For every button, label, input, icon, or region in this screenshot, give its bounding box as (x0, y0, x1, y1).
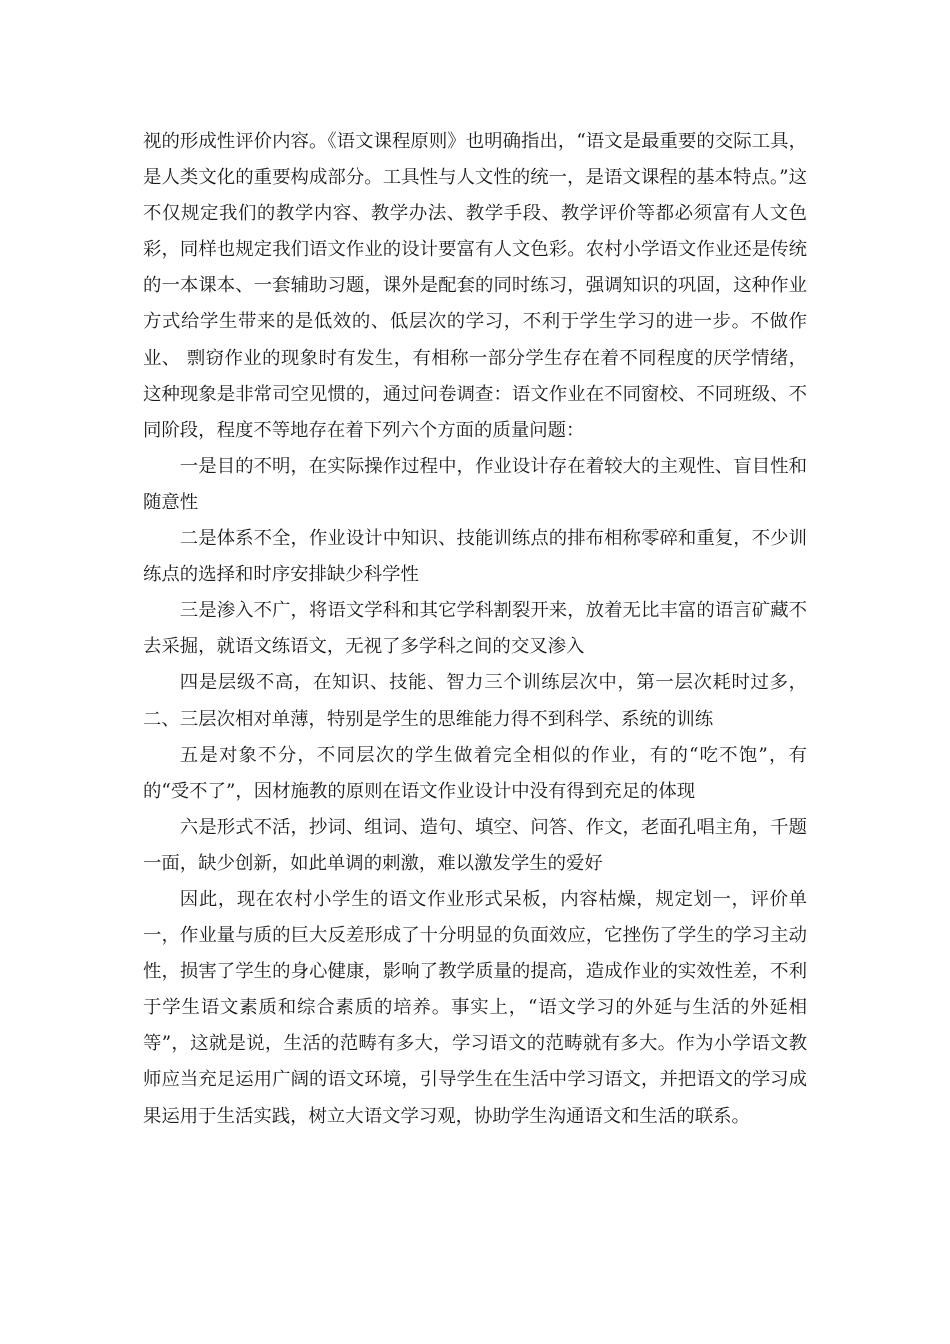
paragraph-intro: 视的形成性评价内容。《语文课程原则》也明确指出，“语文是最重要的交际工具，是人类文化的重要构成部分。工具性与人文性的统一，是语文课程的基本特点。”这不仅规定我们的教学内容、教学办法、教学手段、教学评价等都必须富有人文色彩，同样也规定我们语文作业的设计要富有人文色彩。农村小学语文作业还是传统的一本课本、一套辅助习题，课外是配套的同时练习，强调知识的巩固，这种作业方式给学生带来的是低效的、低层次的学习，不利于学生学习的进一步。不做作业、 剽窃作业的现象时有发生，有相称一部分学生存在着不同程度的厌学情绪，这种现象是非常司空见惯的，通过问卷调查：语文作业在不同窗校、不同班级、不同阶段，程度不等地存在着下列六个方面的质量问题： (143, 131, 807, 441)
paragraph-problem-5: 五是对象不分，不同层次的学生做着完全相似的作业，有的“吃不饱”，有的“受不了”，因材施教的原则在语文作业设计中没有得到充足的体现 (143, 744, 807, 802)
paragraph-conclusion: 因此，现在农村小学生的语文作业形式呆板，内容枯燥，规定划一，评价单一，作业量与质的巨大反差形成了十分明显的负面效应，它挫伤了学生的学习主动性，损害了学生的身心健康，影响了教学质量的提高，造成作业的实效性差，不利于学生语文素质和综合素质的培养。事实上，“语文学习的外延与生活的外延相等”，这就是说，生活的范畴有多大，学习语文的范畴就有多大。作为小学语文教师应当充足运用广阔的语文环境，引导学生在生活中学习语文，并把语文的学习成果运用于生活实践，树立大语文学习观，协助学生沟通语文和生活的联系。 (143, 888, 807, 1127)
paragraph-problem-3: 三是渗入不广，将语文学科和其它学科割裂开来，放着无比丰富的语言矿藏不去采掘，就语文练语文，无视了多学科之间的交叉渗入 (143, 600, 807, 658)
paragraph-problem-6: 六是形式不活，抄词、组词、造句、填空、问答、作文，老面孔唱主角，千题一面，缺少创新，如此单调的刺激，难以激发学生的爱好 (143, 816, 807, 874)
paragraph-problem-2: 二是体系不全，作业设计中知识、技能训练点的排布相称零碎和重复，不少训练点的选择和时序安排缺少科学性 (143, 528, 807, 586)
document-body (143, 124, 807, 1135)
paragraph-problem-4: 四是层级不高，在知识、技能、智力三个训练层次中，第一层次耗时过多，二、三层次相对单薄，特别是学生的思维能力得不到科学、系统的训练 (143, 672, 807, 730)
paragraph-problem-1: 一是目的不明，在实际操作过程中，作业设计存在着较大的主观性、盲目性和随意性 (143, 455, 807, 513)
